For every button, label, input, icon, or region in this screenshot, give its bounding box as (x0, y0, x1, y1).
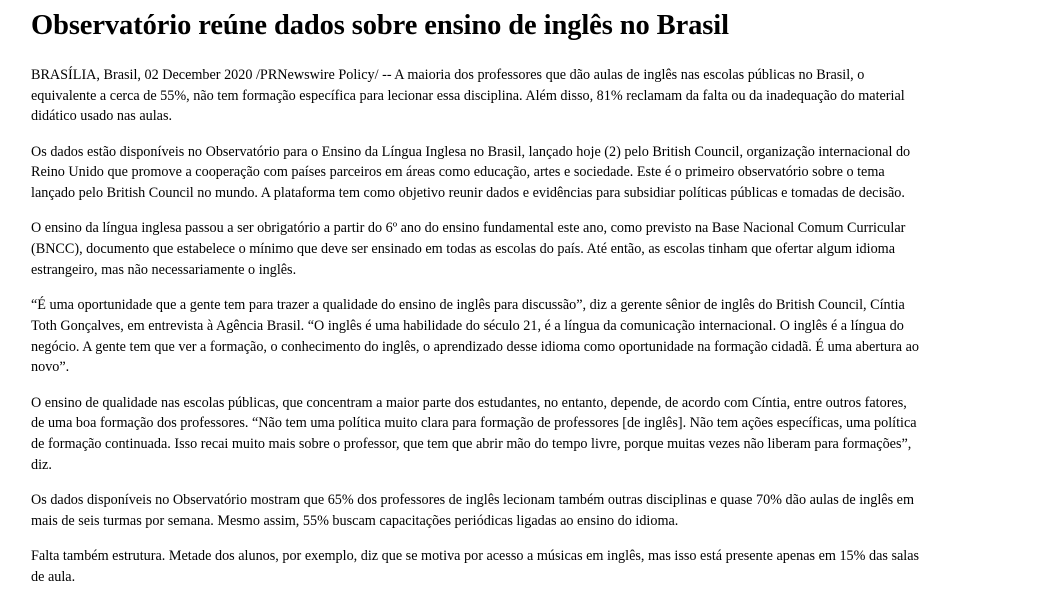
article-body (31, 65, 921, 587)
article-paragraph: BRASÍLIA, Brasil, 02 December 2020 /PRNewswire Policy/ -- A maioria dos professores que dão aulas de inglês nas escolas públicas no Brasil, o equivalente a cerca de 55%, não tem formação específica para lecionar essa disciplina. Além disso, 81% reclamam da falta ou da inadequação do material didático usado nas aulas. (31, 67, 905, 125)
article-paragraph: O ensino de qualidade nas escolas públicas, que concentram a maior parte dos estudantes, no entanto, depende, de acordo com Cíntia, entre outros fatores, de uma boa formação dos professores. “Não tem uma política muito clara para formação de professores [de inglês]. Não tem ações específicas, uma política de formação continuada. Isso recai muito mais sobre o professor, que tem que abrir mão do tempo livre, porque muitas vezes não liberam para formações”, diz. (31, 394, 917, 473)
article-paragraph: Os dados disponíveis no Observatório mostram que 65% dos professores de inglês lecionam também outras disciplinas e quase 70% dão aulas de inglês em mais de seis turmas por semana. Mesmo assim, 55% buscam capacitações periódicas ligadas ao ensino do idioma. (31, 491, 914, 529)
article-headline: Observatório reúne dados sobre ensino de inglês no Brasil (31, 10, 729, 41)
article-paragraph: Os dados estão disponíveis no Observatório para o Ensino da Língua Inglesa no Brasil, lançado hoje (2) pelo British Council, organização internacional do Reino Unido que promove a cooperação com países parceiros em áreas como educação, artes e sociedade. Este é o primeiro observatório sobre o tema lançado pelo British Council no mundo. A plataforma tem como objetivo reunir dados e evidências para subsidiar políticas públicas e tomadas de decisão. (31, 143, 911, 202)
news-article (31, 0, 921, 602)
article-paragraph: O ensino da língua inglesa passou a ser obrigatório a partir do 6º ano do ensino fundamental este ano, como previsto na Base Nacional Comum Curricular (BNCC), documento que estabelece o mínimo que deve ser ensinado em todas as escolas do país. Até então, as escolas tinham que ofertar algum idioma estrangeiro, mas não necessariamente o inglês. (31, 220, 906, 278)
article-paragraph: Falta também estrutura. Metade dos alunos, por exemplo, diz que se motiva por acesso a músicas em inglês, mas isso está presente apenas em 15% das salas de aula. (31, 547, 920, 585)
article-paragraph: “É uma oportunidade que a gente tem para trazer a qualidade do ensino de inglês para discussão”, diz a gerente sênior de inglês do British Council, Cíntia Toth Gonçalves, em entrevista à Agência Brasil. “O inglês é uma habilidade do século 21, é a língua da comunicação internacional. O inglês é a língua do negócio. A gente tem que ver a formação, o conhecimento do inglês, o aprendizado desse idioma como oportunidade na formação cidadã. É uma abertura ao novo”. (31, 297, 919, 376)
